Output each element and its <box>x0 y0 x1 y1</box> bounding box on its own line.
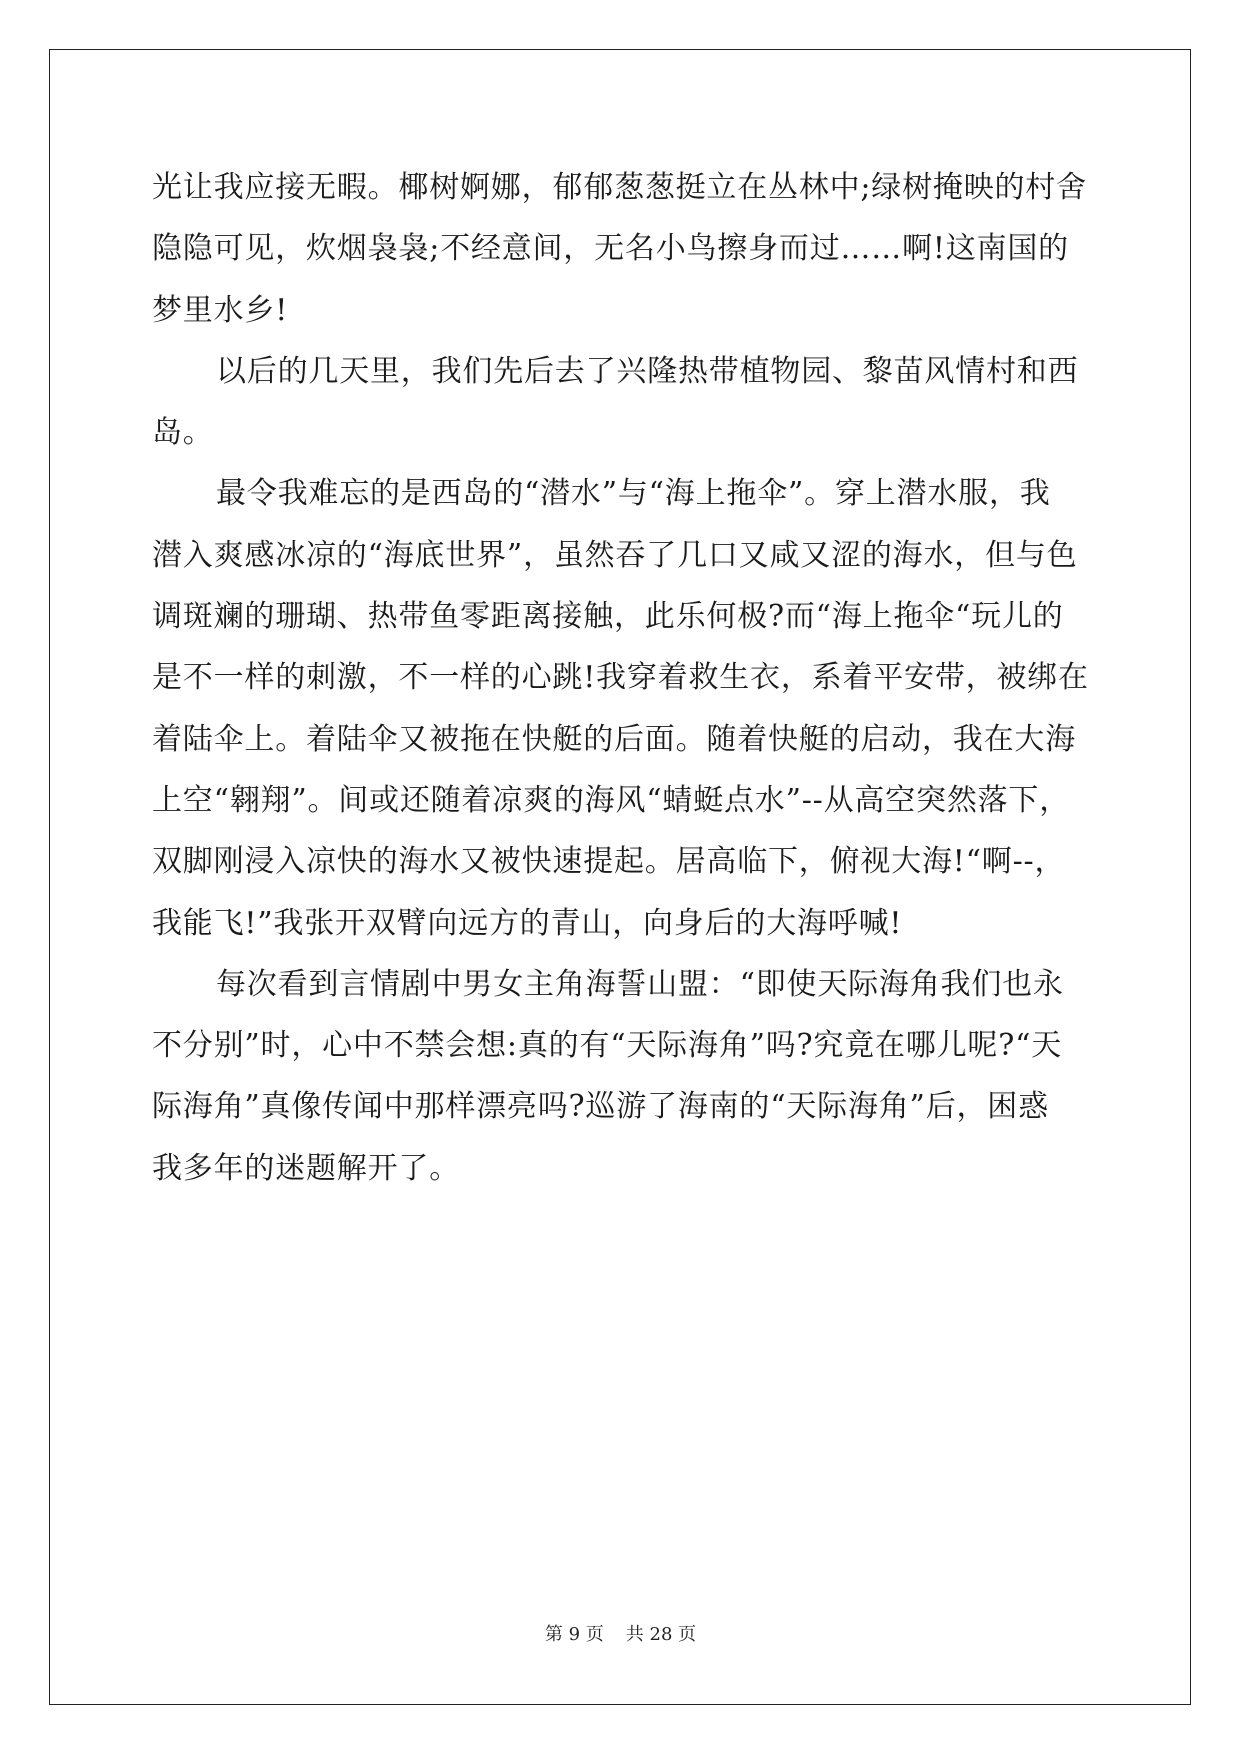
text-line-8: 调斑斓的珊瑚、热带鱼零距离接触，此乐何极?而“海上拖伞“玩儿的 <box>152 599 1064 635</box>
text-line-2: 隐隐可见，炊烟袅袅;不经意间，无名小鸟擦身而过……啊!这南国的 <box>152 231 1069 267</box>
text-line-16: 际海角”真像传闻中那样漂亮吗?巡游了海南的“天际海角”后，困惑 <box>152 1089 1049 1125</box>
document-body <box>152 157 1087 1199</box>
text-line-9: 是不一样的刺激，不一样的心跳!我穿着救生衣，系着平安带，被绑在 <box>152 660 1089 696</box>
text-line-15: 不分别”时，心中不禁会想:真的有“天际海角”吗?究竟在哪儿呢?“天 <box>152 1028 1063 1064</box>
text-line-7: 潜入爽感冰凉的“海底世界”，虽然吞了几口又咸又涩的海水，但与色 <box>152 537 1078 573</box>
text-line-11: 上空“翱翔”。间或还随着凉爽的海风“蜻蜓点水”--从高空突然落下， <box>152 782 1071 818</box>
text-line-6: 最令我难忘的是西岛的“潜水”与“海上拖伞”。穿上潜水服，我 <box>216 476 1051 512</box>
page-number: 第 9 页 <box>544 1624 604 1645</box>
text-line-4: 以后的几天里，我们先后去了兴隆热带植物园、黎苗风情村和西 <box>216 353 1079 389</box>
text-line-1: 光让我应接无暇。椰树婀娜，郁郁葱葱挺立在丛林中;绿树掩映的村舍 <box>152 170 1087 205</box>
text-line-17: 我多年的迷题解开了。 <box>152 1150 460 1186</box>
text-line-14: 每次看到言情剧中男女主角海誓山盟：“即使天际海角我们也永 <box>216 966 1064 1002</box>
text-line-12: 双脚刚浸入凉快的海水又被快速提起。居高临下，俯视大海!“啊--， <box>152 844 1066 880</box>
page-total: 共 28 页 <box>625 1624 697 1645</box>
text-line-13: 我能飞!”我张开双臂向远方的青山，向身后的大海呼喊! <box>152 905 903 941</box>
text-line-10: 着陆伞上。着陆伞又被拖在快艇的后面。随着快艇的启动，我在大海 <box>152 721 1076 757</box>
text-line-5: 岛。 <box>152 415 214 451</box>
page-footer <box>0 1620 1241 1646</box>
text-line-3: 梦里水乡! <box>152 292 289 328</box>
